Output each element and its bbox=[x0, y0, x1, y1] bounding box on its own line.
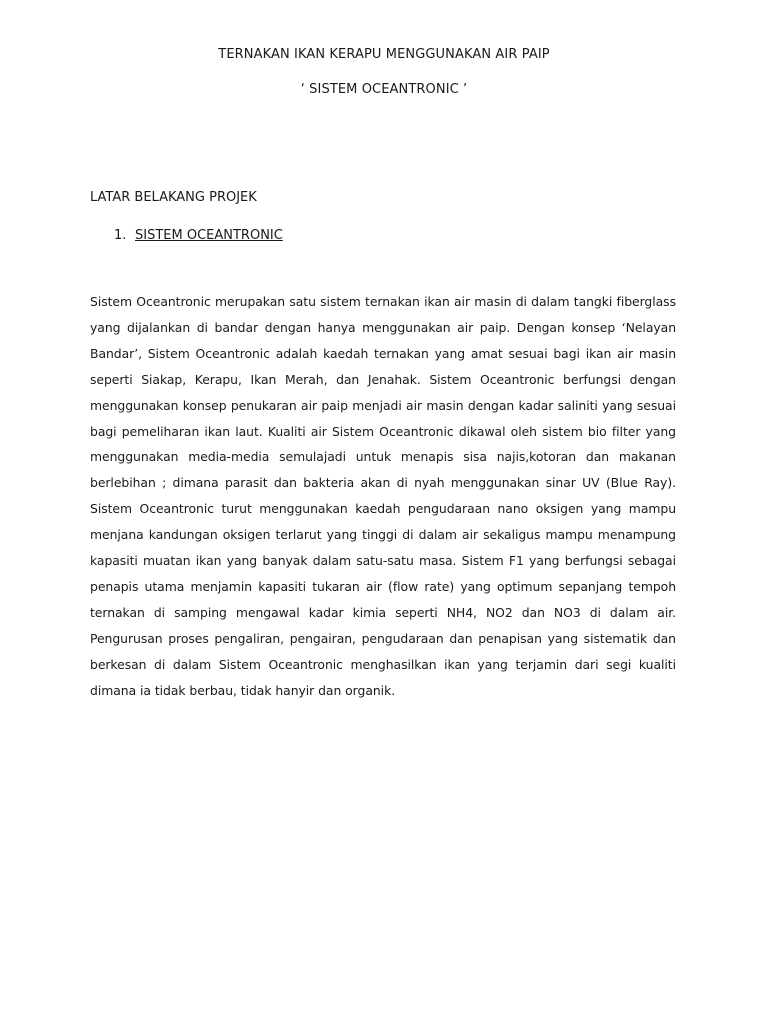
list-item-number: 1. bbox=[114, 228, 127, 243]
section-heading: LATAR BELAKANG PROJEK bbox=[90, 190, 257, 205]
document-title: TERNAKAN IKAN KERAPU MENGGUNAKAN AIR PAIP bbox=[218, 47, 550, 62]
list-item bbox=[114, 228, 283, 243]
document-subtitle: ‘ SISTEM OCEANTRONIC ’ bbox=[300, 82, 468, 97]
list-item-label: SISTEM OCEANTRONIC bbox=[135, 228, 283, 243]
body-paragraph: Sistem Oceantronic merupakan satu sistem ternakan ikan air masin di dalam tangki fiberglass yang dijalankan di bandar dengan hanya menggunakan air paip. Dengan konsep ‘Nelayan Bandar’, Sistem Oceantronic adalah kaedah ternakan yang amat sesuai bagi ikan air masin seperti Siakap, Kerapu, Ikan Merah, dan Jenahak. Sistem Oceantronic berfungsi dengan menggunakan konsep penukaran air paip menjadi air masin dengan kadar saliniti yang sesuai bagi pemeliharan ikan laut. Kualiti air Sistem Oceantronic dikawal oleh sistem bio filter yang menggunakan media-media semulajadi untuk menapis sisa najis,kotoran dan makanan berlebihan ; dimana parasit dan bakteria akan di nyah menggunakan sinar UV (Blue Ray). Sistem Oceantronic turut menggunakan kaedah pengudaraan nano oksigen yang mampu menjana kandungan oksigen terlarut yang tinggi di dalam air sekaligus mampu menampung kapasiti muatan ikan yang banyak dalam satu-satu masa. Sistem F1 yang berfungsi sebagai penapis utama menjamin kapasiti tukaran air (flow rate) yang optimum sepanjang tempoh ternakan di samping mengawal kadar kimia seperti NH4, NO2 dan NO3 di dalam air. Pengurusan proses pengaliran, pengairan, pengudaraan dan penapisan yang sistematik dan berkesan di dalam Sistem Oceantronic menghasilkan ikan yang terjamin dari segi kualiti dimana ia tidak berbau, tidak hanyir dan organik. bbox=[90, 294, 676, 698]
